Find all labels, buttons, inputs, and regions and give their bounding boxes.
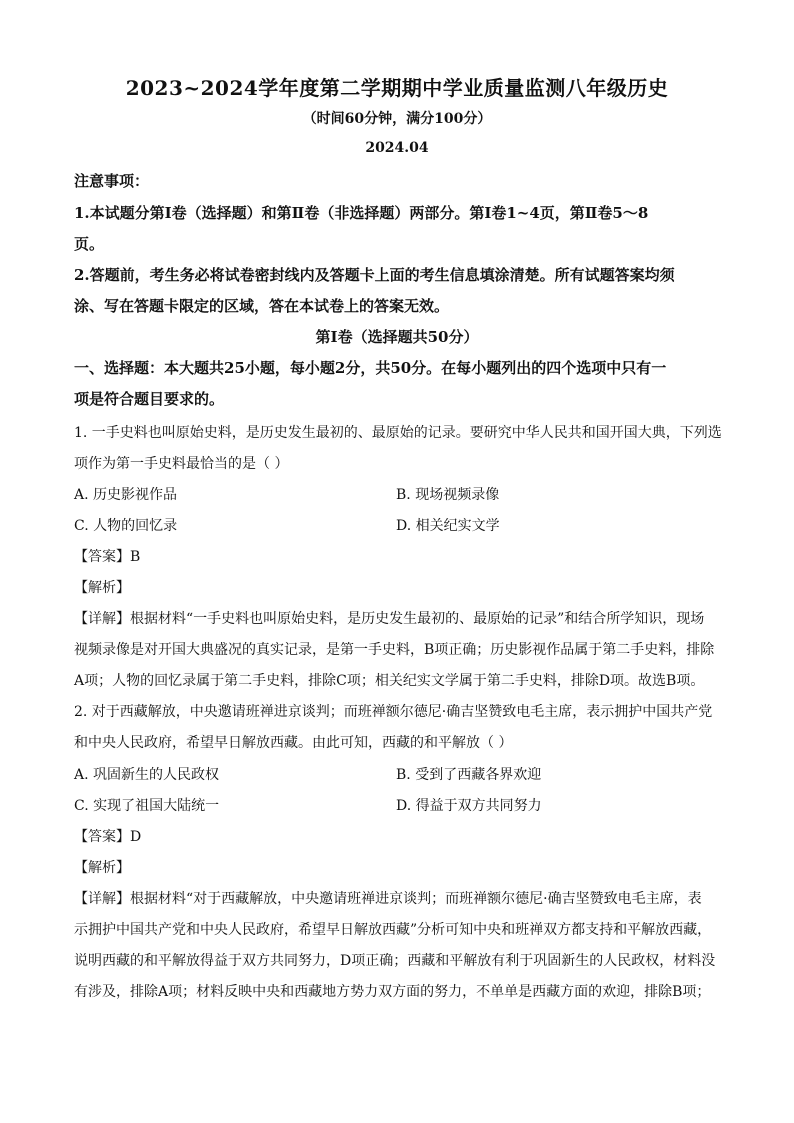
q1-detail-line-2: 视频录像是对开国大典盛况的真实记录，是第一手史料，B项正确；历史影视作品属于第二手史料，排除	[74, 642, 715, 658]
q1-stem-line-1: 1. 一手史料也叫原始史料，是历史发生最初的、最原始的记录。要研究中华人民共和国开国大典，下列选	[74, 425, 722, 441]
q1-analysis-label: 【解析】	[74, 580, 130, 596]
exam-subtitle: （时间60分钟，满分100分）	[302, 111, 492, 127]
q1-answer: 【答案】B	[74, 549, 141, 565]
q1-option-a: A. 历史影视作品	[74, 487, 178, 503]
q1-detail-line-3: A项；人物的回忆录属于第二手史料，排除C项；相关纪实文学属于第二手史料，排除D项。故选B项。	[74, 673, 705, 689]
notice-heading: 注意事项：	[74, 172, 150, 190]
exam-title: 2023~2024学年度第二学期期中学业质量监测八年级历史	[125, 76, 669, 100]
exam-date: 2024.04	[365, 140, 429, 156]
q2-option-b: B. 受到了西藏各界欢迎	[396, 767, 542, 783]
section-title: 第Ⅰ卷（选择题共50分）	[315, 328, 479, 346]
q2-stem-line-1: 2. 对于西藏解放，中央邀请班禅进京谈判；而班禅额尔德尼·确吉坚赞致电毛主席，表示拥护中国共产党	[74, 704, 713, 720]
section-instruction-line-2: 项是符合题目要求的。	[74, 390, 225, 408]
notice-item-1-line-1: 1.本试题分第Ⅰ卷（选择题）和第Ⅱ卷（非选择题）两部分。第Ⅰ卷1~4页，第Ⅱ卷5～8	[74, 204, 649, 222]
q2-detail-line-2: 示拥护中国共产党和中央人民政府，希望早日解放西藏”分析可知中央和班禅双方都支持和平解放西藏，	[74, 922, 712, 938]
q2-option-c: C. 实现了祖国大陆统一	[74, 798, 220, 814]
q1-detail-line-1: 【详解】根据材料“一手史料也叫原始史料，是历史发生最初的、最原始的记录”和结合所学知识，现场	[74, 611, 705, 627]
q2-option-a: A. 巩固新生的人民政权	[74, 767, 220, 783]
q1-stem-line-2: 项作为第一手史料最恰当的是（ ）	[74, 456, 289, 472]
notice-item-1-line-2: 页。	[74, 235, 105, 253]
q2-answer: 【答案】D	[74, 829, 142, 845]
q2-detail-line-1: 【详解】根据材料“对于西藏解放，中央邀请班禅进京谈判；而班禅额尔德尼·确吉坚赞致电毛主席，表	[74, 891, 702, 907]
notice-item-2-line-2: 涂、写在答题卡限定的区域，答在本试卷上的答案无效。	[74, 297, 450, 315]
q1-option-d: D. 相关纪实文学	[396, 518, 500, 534]
q1-option-b: B. 现场视频录像	[396, 487, 500, 503]
q2-detail-line-4: 有涉及，排除A项；材料反映中央和西藏地方势力双方面的努力，不单单是西藏方面的欢迎，排除B项；	[74, 984, 711, 1000]
q2-stem-line-2: 和中央人民政府，希望早日解放西藏。由此可知，西藏的和平解放（ ）	[74, 735, 513, 751]
q2-analysis-label: 【解析】	[74, 860, 130, 876]
notice-item-2-line-1: 2.答题前，考生务必将试卷密封线内及答题卡上面的考生信息填涂清楚。所有试题答案均须	[74, 266, 675, 284]
q1-option-c: C. 人物的回忆录	[74, 518, 178, 534]
q2-detail-line-3: 说明西藏的和平解放得益于双方共同努力，D项正确；西藏和平解放有利于巩固新生的人民政权，材料没	[74, 953, 716, 969]
section-instruction-line-1: 一、选择题：本大题共25小题，每小题2分，共50分。在每小题列出的四个选项中只有一	[74, 359, 667, 377]
q2-option-d: D. 得益于双方共同努力	[396, 798, 542, 814]
